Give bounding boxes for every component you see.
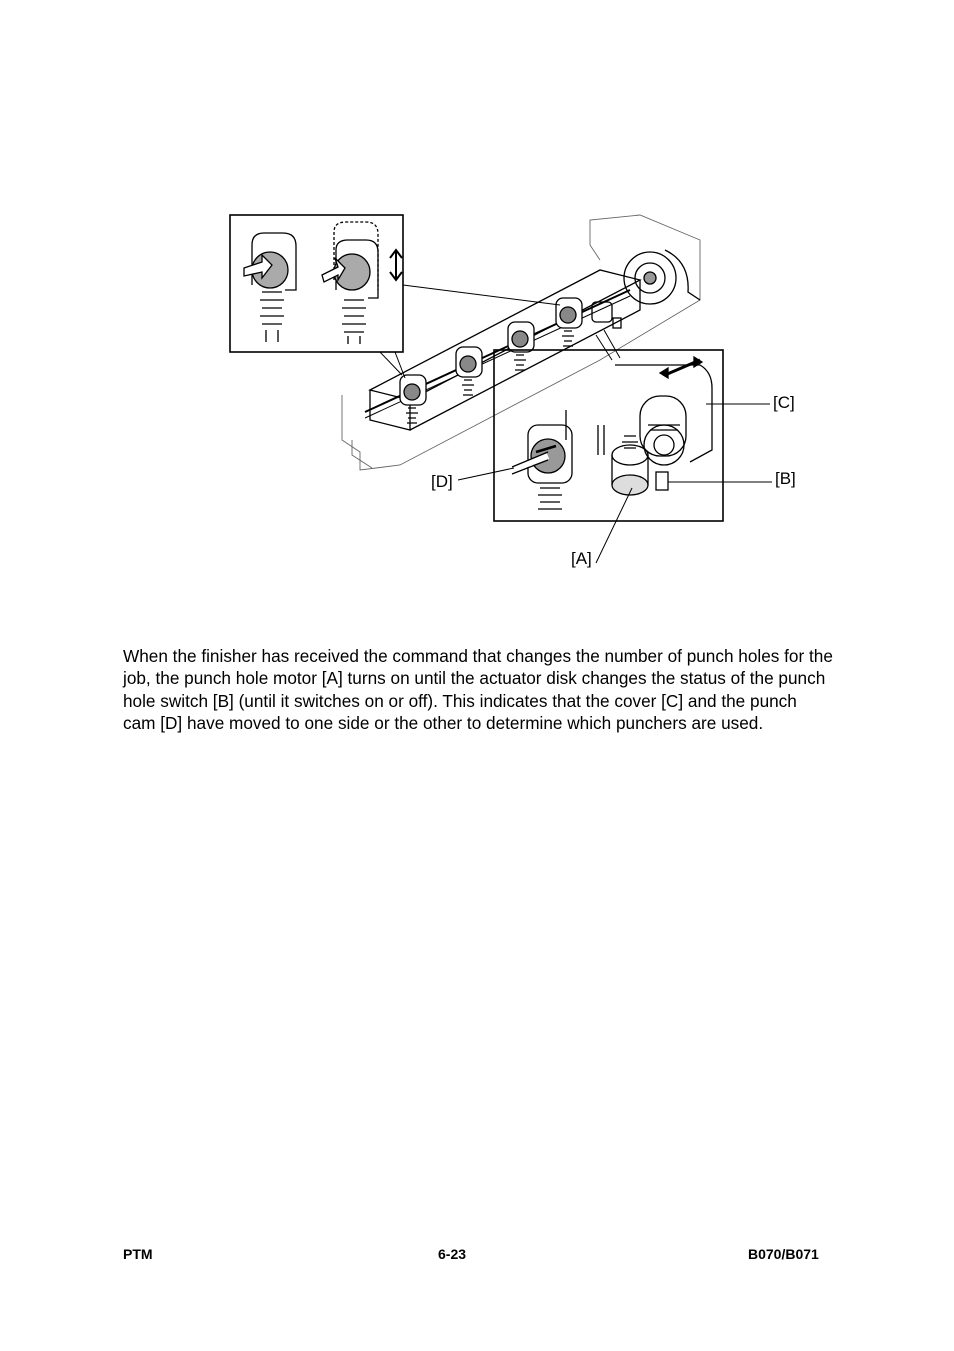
callout-a: [A] bbox=[571, 549, 592, 568]
punch-mechanism-diagram bbox=[0, 0, 954, 620]
callout-c: [C] bbox=[773, 393, 795, 412]
footer-page-number: 6-23 bbox=[438, 1246, 467, 1262]
footer-left: PTM bbox=[123, 1246, 153, 1262]
footer-model: B070/B071 bbox=[748, 1246, 819, 1262]
callout-b: [B] bbox=[775, 469, 796, 488]
body-paragraph: When the finisher has received the command that changes the number of punch holes for the job, the punch hole motor [A] turns on until the actuator disk changes the status of the punch hole switch [B] (until it switches on or off). This indicates that the cover [C] and the punch cam [D] have moved to one side or the other to determine which punchers are used. bbox=[123, 646, 833, 733]
callout-d: [D] bbox=[431, 472, 453, 491]
